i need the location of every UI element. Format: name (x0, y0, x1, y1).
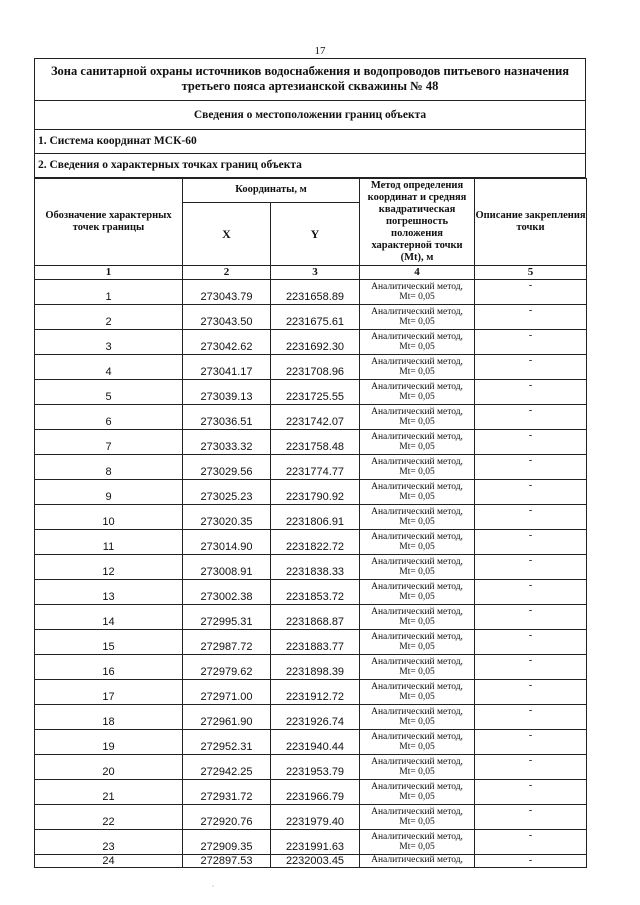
table-row (35, 755, 587, 780)
method-accuracy: Mt= 0,05 (399, 542, 435, 552)
coord-x: 272920.76 (183, 805, 271, 830)
method-cell (360, 280, 475, 305)
method-cell (360, 380, 475, 405)
method-cell (360, 780, 475, 805)
point-description: - (475, 755, 587, 780)
header-desc: Описание закрепления точки (475, 179, 587, 266)
coord-y: 2231940.44 (271, 730, 360, 755)
point-description: - (475, 405, 587, 430)
method-text: Аналитический метод, (371, 757, 463, 767)
point-description: - (475, 780, 587, 805)
header-method-text: Метод определения координат и средняя квадратическая погрешность положения характерной точки (Mt), м (367, 180, 467, 263)
table-row (35, 630, 587, 655)
method-accuracy: Mt= 0,05 (399, 492, 435, 502)
coord-y: 2231979.40 (271, 805, 360, 830)
method-text: Аналитический метод, (371, 682, 463, 692)
point-number: 18 (35, 705, 183, 730)
coord-y: 2231742.07 (271, 405, 360, 430)
table-row (35, 780, 587, 805)
method-accuracy: Mt= 0,05 (399, 292, 435, 302)
method-text: Аналитический метод, (371, 457, 463, 467)
document-subtitle: Сведения о местоположении границ объекта (35, 101, 585, 130)
coord-y: 2231898.39 (271, 655, 360, 680)
coord-y: 2231790.92 (271, 480, 360, 505)
method-text: Аналитический метод, (371, 482, 463, 492)
coord-y: 2231758.48 (271, 430, 360, 455)
point-number: 20 (35, 755, 183, 780)
point-description: - (475, 655, 587, 680)
coord-y: 2232003.45 (271, 855, 360, 868)
method-cell (360, 305, 475, 330)
point-description: - (475, 605, 587, 630)
method-accuracy: Mt= 0,05 (399, 567, 435, 577)
coord-y: 2231822.72 (271, 530, 360, 555)
point-number: 4 (35, 355, 183, 380)
point-number: 15 (35, 630, 183, 655)
point-description: - (475, 455, 587, 480)
method-text: Аналитический метод, (371, 382, 463, 392)
point-description: - (475, 630, 587, 655)
table-row (35, 505, 587, 530)
column-numbers-row (35, 266, 587, 280)
method-cell (360, 805, 475, 830)
point-number: 8 (35, 455, 183, 480)
coord-y: 2231991.63 (271, 830, 360, 855)
table-row (35, 430, 587, 455)
col-number: 3 (271, 266, 360, 280)
table-row (35, 305, 587, 330)
coord-x: 273002.38 (183, 580, 271, 605)
coord-y: 2231966.79 (271, 780, 360, 805)
method-accuracy: Mt= 0,05 (399, 692, 435, 702)
method-cell (360, 630, 475, 655)
method-text: Аналитический метод, (371, 307, 463, 317)
table-row (35, 830, 587, 855)
method-accuracy: Mt= 0,05 (399, 392, 435, 402)
coord-y: 2231838.33 (271, 555, 360, 580)
method-cell (360, 580, 475, 605)
coord-x: 273041.17 (183, 355, 271, 380)
method-cell (360, 730, 475, 755)
coord-y: 2231883.77 (271, 630, 360, 655)
point-description: - (475, 505, 587, 530)
header-box (34, 58, 586, 178)
method-cell (360, 680, 475, 705)
method-accuracy: Mt= 0,05 (399, 667, 435, 677)
point-number: 19 (35, 730, 183, 755)
method-text: Аналитический метод, (371, 357, 463, 367)
coord-y: 2231912.72 (271, 680, 360, 705)
point-number: 17 (35, 680, 183, 705)
table-row (35, 480, 587, 505)
table-row (35, 555, 587, 580)
coord-x: 273029.56 (183, 455, 271, 480)
method-accuracy: Mt= 0,05 (399, 417, 435, 427)
method-text: Аналитический метод, (371, 557, 463, 567)
table-row (35, 680, 587, 705)
point-description: - (475, 330, 587, 355)
method-accuracy: Mt= 0,05 (399, 742, 435, 752)
coord-x: 273025.23 (183, 480, 271, 505)
method-text: Аналитический метод, (371, 507, 463, 517)
points-table (34, 178, 587, 868)
method-accuracy: Mt= 0,05 (399, 342, 435, 352)
col-number: 5 (475, 266, 587, 280)
method-cell (360, 605, 475, 630)
point-description: - (475, 730, 587, 755)
method-text: Аналитический метод, (371, 407, 463, 417)
point-description: - (475, 305, 587, 330)
method-cell (360, 830, 475, 855)
coord-x: 273043.79 (183, 280, 271, 305)
table-row (35, 605, 587, 630)
method-text: Аналитический метод, (371, 332, 463, 342)
page-number: 17 (314, 45, 326, 57)
point-description: - (475, 555, 587, 580)
table-row (35, 855, 587, 868)
method-text: Аналитический метод, (371, 607, 463, 617)
point-number: 7 (35, 430, 183, 455)
coord-x: 273043.50 (183, 305, 271, 330)
coord-x: 273036.51 (183, 405, 271, 430)
coord-x: 272942.25 (183, 755, 271, 780)
point-description: - (475, 380, 587, 405)
method-accuracy: Mt= 0,05 (399, 367, 435, 377)
method-text: Аналитический метод, (371, 807, 463, 817)
method-text: Аналитический метод, (371, 707, 463, 717)
header-coords: Координаты, м (183, 179, 360, 203)
method-cell (360, 455, 475, 480)
method-accuracy: Mt= 0,05 (399, 467, 435, 477)
coord-y: 2231926.74 (271, 705, 360, 730)
method-accuracy: Mt= 0,05 (399, 442, 435, 452)
table-row (35, 730, 587, 755)
coord-x: 273042.62 (183, 330, 271, 355)
method-text: Аналитический метод, (371, 832, 463, 842)
coord-x: 272961.90 (183, 705, 271, 730)
method-cell (360, 405, 475, 430)
section-coordinate-system: 1. Система координат МСК-60 (35, 130, 585, 154)
coord-y: 2231774.77 (271, 455, 360, 480)
point-description: - (475, 355, 587, 380)
method-accuracy: Mt= 0,05 (399, 592, 435, 602)
coord-x: 272987.72 (183, 630, 271, 655)
method-text: Аналитический метод, (371, 782, 463, 792)
coord-x: 272952.31 (183, 730, 271, 755)
method-accuracy: Mt= 0,05 (399, 842, 435, 852)
point-description: - (475, 705, 587, 730)
point-description: - (475, 580, 587, 605)
header-y: Y (271, 202, 360, 265)
method-text: Аналитический метод, (371, 432, 463, 442)
method-cell (360, 705, 475, 730)
method-text: Аналитический метод, (371, 657, 463, 667)
coord-y: 2231725.55 (271, 380, 360, 405)
coord-x: 272979.62 (183, 655, 271, 680)
point-number: 10 (35, 505, 183, 530)
method-accuracy: Mt= 0,05 (399, 642, 435, 652)
coord-x: 273020.35 (183, 505, 271, 530)
coord-y: 2231692.30 (271, 330, 360, 355)
table-row (35, 455, 587, 480)
method-accuracy: Mt= 0,05 (399, 317, 435, 327)
method-accuracy: Mt= 0,05 (399, 817, 435, 827)
method-accuracy: Mt= 0,05 (399, 717, 435, 727)
method-cell (360, 430, 475, 455)
coord-x: 273039.13 (183, 380, 271, 405)
method-text: Аналитический метод, (360, 855, 475, 868)
document (34, 58, 586, 868)
method-cell (360, 555, 475, 580)
coord-x: 272909.35 (183, 830, 271, 855)
coord-y: 2231953.79 (271, 755, 360, 780)
table-row (35, 530, 587, 555)
method-cell (360, 480, 475, 505)
point-number: 2 (35, 305, 183, 330)
point-number: 11 (35, 530, 183, 555)
method-accuracy: Mt= 0,05 (399, 517, 435, 527)
table-row (35, 580, 587, 605)
coord-x: 272995.31 (183, 605, 271, 630)
method-text: Аналитический метод, (371, 282, 463, 292)
point-description: - (475, 830, 587, 855)
method-cell (360, 355, 475, 380)
coord-y: 2231708.96 (271, 355, 360, 380)
point-description: - (475, 680, 587, 705)
coord-y: 2231658.89 (271, 280, 360, 305)
point-number: 22 (35, 805, 183, 830)
point-number: 23 (35, 830, 183, 855)
point-description: - (475, 805, 587, 830)
table-row (35, 655, 587, 680)
point-description: - (475, 280, 587, 305)
point-number: 21 (35, 780, 183, 805)
method-text: Аналитический метод, (371, 632, 463, 642)
method-text: Аналитический метод, (371, 732, 463, 742)
coord-y: 2231868.87 (271, 605, 360, 630)
point-description: - (475, 530, 587, 555)
point-number: 16 (35, 655, 183, 680)
method-cell (360, 655, 475, 680)
point-number: 12 (35, 555, 183, 580)
method-cell (360, 530, 475, 555)
method-accuracy: Mt= 0,05 (399, 792, 435, 802)
table-row (35, 405, 587, 430)
section-points: 2. Сведения о характерных точках границ объекта (35, 154, 585, 178)
coord-y: 2231806.91 (271, 505, 360, 530)
method-accuracy: Mt= 0,05 (399, 617, 435, 627)
points-table-body (35, 280, 587, 868)
col-number: 4 (360, 266, 475, 280)
point-number: 1 (35, 280, 183, 305)
table-row (35, 330, 587, 355)
header-method (360, 179, 475, 266)
coord-x: 272897.53 (183, 855, 271, 868)
method-text: Аналитический метод, (371, 532, 463, 542)
table-row (35, 380, 587, 405)
method-cell (360, 505, 475, 530)
point-number: 14 (35, 605, 183, 630)
scan-speck: · (212, 884, 214, 890)
coord-x: 273014.90 (183, 530, 271, 555)
point-number: 6 (35, 405, 183, 430)
point-number: 3 (35, 330, 183, 355)
col-number: 2 (183, 266, 271, 280)
point-number: 5 (35, 380, 183, 405)
method-cell (360, 330, 475, 355)
point-description: - (475, 480, 587, 505)
table-row (35, 280, 587, 305)
table-row (35, 705, 587, 730)
coord-y: 2231675.61 (271, 305, 360, 330)
document-title: Зона санитарной охраны источников водоснабжения и водопроводов питьевого назначения третьего пояса артезианской скважины № 48 (35, 59, 585, 101)
coord-x: 273008.91 (183, 555, 271, 580)
coord-x: 272931.72 (183, 780, 271, 805)
point-description: - (475, 855, 587, 868)
header-point: Обозначение характерных точек границы (35, 179, 183, 266)
table-row (35, 805, 587, 830)
method-text: Аналитический метод, (371, 582, 463, 592)
point-number: 24 (35, 855, 183, 868)
table-row (35, 355, 587, 380)
point-number: 13 (35, 580, 183, 605)
header-x: X (183, 202, 271, 265)
coord-x: 272971.00 (183, 680, 271, 705)
point-description: - (475, 430, 587, 455)
method-accuracy: Mt= 0,05 (399, 767, 435, 777)
point-number: 9 (35, 480, 183, 505)
coord-x: 273033.32 (183, 430, 271, 455)
coord-y: 2231853.72 (271, 580, 360, 605)
col-number: 1 (35, 266, 183, 280)
method-cell (360, 755, 475, 780)
